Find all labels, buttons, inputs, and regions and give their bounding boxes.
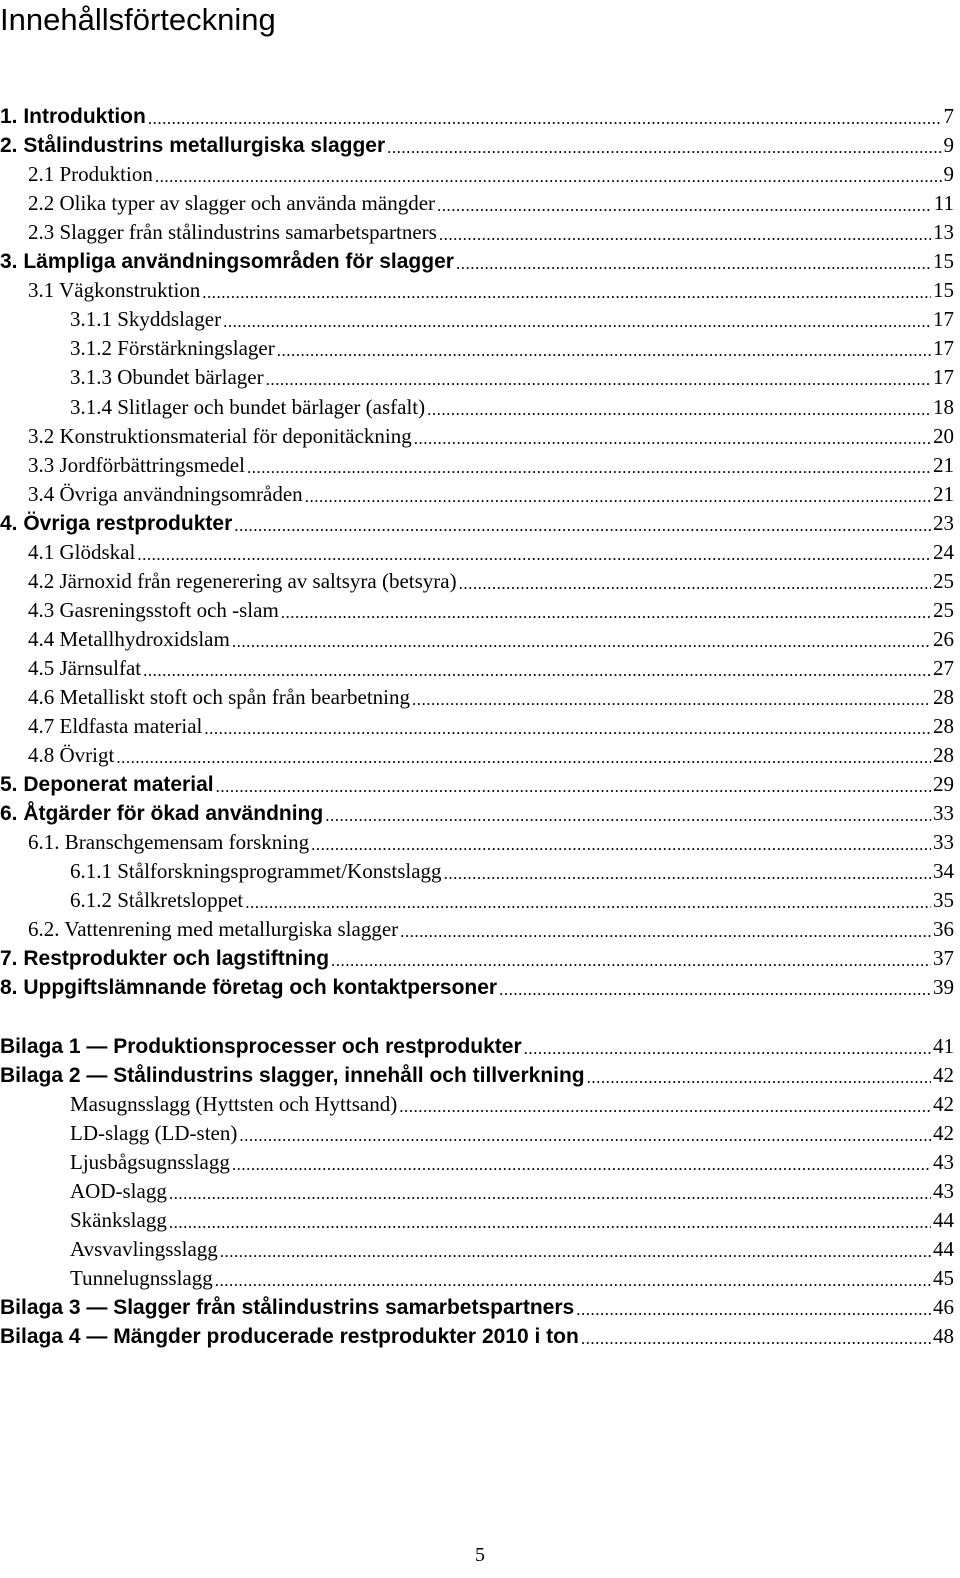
toc-leader-dots: [234, 516, 931, 536]
toc-entry-page: 25: [933, 598, 954, 622]
toc-entry-page: 17: [933, 307, 954, 331]
toc-entry-label: 4.5 Järnsulfat: [28, 656, 142, 680]
toc-leader-dots: [427, 400, 931, 420]
toc-leader-dots: [266, 370, 931, 390]
toc-leader-dots: [459, 574, 931, 594]
toc-entry-label: Bilaga 2 — Stålindustrins slagger, innehåll och tillverkning: [0, 1064, 585, 1087]
toc-entry-label: 4.4 Metallhydroxidslam: [28, 627, 230, 651]
toc-entry-page: 42: [933, 1121, 954, 1145]
toc-entry[interactable]: [28, 623, 954, 652]
toc-entry[interactable]: [70, 855, 954, 884]
toc-entry-label: 1. Introduktion: [0, 105, 146, 128]
toc-entry-page: 43: [933, 1150, 954, 1174]
toc-entry-label: 7. Restprodukter och lagstiftning: [0, 947, 330, 970]
toc-entry-label: 4.1 Glödskal: [28, 540, 136, 564]
toc-entry[interactable]: [28, 826, 954, 855]
toc-entry[interactable]: [70, 332, 954, 361]
toc-entry-page: 44: [933, 1237, 954, 1261]
toc-entry[interactable]: [70, 1233, 954, 1262]
toc-entry-label: 6.2. Vattenrening med metallurgiska slagger: [28, 917, 399, 941]
toc-leader-dots: [387, 138, 941, 158]
toc-entry-label: Avsvavlingsslagg: [70, 1237, 218, 1261]
toc-entry-page: 21: [933, 453, 954, 477]
toc-entry-label: Skänkslagg: [70, 1208, 167, 1232]
toc-entry[interactable]: [28, 216, 954, 245]
toc-leader-dots: [581, 1329, 931, 1349]
toc-leader-dots: [148, 109, 942, 129]
toc-entry-page: 9: [943, 133, 954, 157]
toc-entry-page: 24: [933, 540, 954, 564]
toc-entry-page: 29: [933, 772, 954, 796]
toc-entry-label: 2.1 Produktion: [28, 162, 153, 186]
toc-entry-page: 25: [933, 569, 954, 593]
toc-leader-dots: [331, 951, 931, 971]
toc-entry-label: 4.7 Eldfasta material: [28, 714, 203, 738]
toc-entry[interactable]: [28, 449, 954, 478]
toc-entry[interactable]: [70, 303, 954, 332]
toc-leader-dots: [216, 777, 931, 797]
toc-entry[interactable]: [28, 274, 954, 303]
toc-leader-dots: [143, 661, 931, 681]
toc-entry-label: 6.1.1 Stålforskningsprogrammet/Konstslagg: [70, 859, 442, 883]
toc-entry[interactable]: [28, 652, 954, 681]
toc-leader-dots: [587, 1068, 931, 1088]
toc-entry-page: 48: [933, 1324, 954, 1348]
toc-entry-page: 7: [943, 104, 954, 128]
toc-entry[interactable]: [70, 884, 954, 913]
toc-entry[interactable]: [0, 942, 954, 971]
toc-entry-page: 35: [933, 888, 954, 912]
toc-leader-dots: [137, 545, 931, 565]
toc-entry-label: 3.1.1 Skyddslager: [70, 307, 222, 331]
toc-leader-dots: [281, 603, 931, 623]
toc-entry-label: 5. Deponerat material: [0, 773, 214, 796]
toc-entry-label: Ljusbågsugnsslagg: [70, 1150, 230, 1174]
toc-entry[interactable]: [70, 391, 954, 420]
toc-leader-dots: [412, 690, 931, 710]
page-title: Innehållsförteckning: [0, 2, 276, 37]
toc-leader-dots: [414, 429, 931, 449]
page-number: 5: [475, 1544, 485, 1566]
toc-entry-label: 6.1.2 Stålkretsloppet: [70, 888, 244, 912]
toc-entry[interactable]: [70, 1088, 954, 1117]
toc-entry-page: 28: [933, 714, 954, 738]
toc-entry[interactable]: [70, 361, 954, 390]
toc-entry[interactable]: [28, 681, 954, 710]
toc-entry-page: 42: [933, 1063, 954, 1087]
toc-entry-page: 17: [933, 365, 954, 389]
toc-entry[interactable]: [0, 1030, 954, 1059]
toc-entry-label: AOD-slagg: [70, 1179, 167, 1203]
toc-entry-page: 26: [933, 627, 954, 651]
toc-entry-label: 4.2 Järnoxid från regenerering av saltsyra (betsyra): [28, 569, 457, 593]
toc-leader-dots: [116, 748, 931, 768]
toc-leader-dots: [576, 1300, 931, 1320]
toc-entry-page: 23: [933, 511, 954, 535]
toc-leader-dots: [524, 1039, 931, 1059]
toc-entry[interactable]: [28, 594, 954, 623]
toc-entry[interactable]: [0, 1291, 954, 1320]
toc-leader-dots: [204, 719, 931, 739]
toc-leader-dots: [456, 254, 931, 274]
toc-entry-page: 43: [933, 1179, 954, 1203]
toc-entry-page: 41: [933, 1034, 954, 1058]
toc-entry-page: 37: [933, 946, 954, 970]
toc-entry-page: 13: [933, 220, 954, 244]
toc-entry[interactable]: [28, 536, 954, 565]
toc-entry-page: 9: [943, 162, 954, 186]
toc-entry-page: 17: [933, 336, 954, 360]
toc-entry-page: 15: [933, 249, 954, 273]
toc-entry-page: 18: [933, 395, 954, 419]
toc-entry-page: 33: [933, 801, 954, 825]
toc-entry[interactable]: [0, 129, 954, 158]
toc-entry[interactable]: [0, 1320, 954, 1349]
toc-entry-page: 11: [933, 191, 954, 215]
toc-leader-dots: [232, 632, 931, 652]
toc-entry[interactable]: [70, 1117, 954, 1146]
toc-entry-page: 33: [933, 830, 954, 854]
toc-leader-dots: [239, 1126, 931, 1146]
toc-entry-page: 44: [933, 1208, 954, 1232]
toc-entry-label: LD-slagg (LD-sten): [70, 1121, 238, 1145]
toc-entry-label: 3.4 Övriga användningsområden: [28, 482, 303, 506]
toc-entry-page: 28: [933, 685, 954, 709]
toc-entry-label: 3.1 Vägkonstruktion: [28, 278, 201, 302]
toc-entry[interactable]: [0, 100, 954, 129]
toc-leader-dots: [202, 283, 931, 303]
toc-leader-dots: [220, 1242, 931, 1262]
toc-entry[interactable]: [28, 187, 954, 216]
toc-entry-label: 8. Uppgiftslämnande företag och kontaktpersoner: [0, 976, 498, 999]
toc-entry-page: 34: [933, 859, 954, 883]
toc-entry[interactable]: [0, 1059, 954, 1088]
toc-entry-label: 4.6 Metalliskt stoft och spån från bearbetning: [28, 685, 410, 709]
toc-entry-label: 3.2 Konstruktionsmaterial för deponitäckning: [28, 424, 412, 448]
toc-entry[interactable]: [28, 420, 954, 449]
toc-entry-label: Bilaga 1 — Produktionsprocesser och restprodukter: [0, 1035, 522, 1058]
toc-leader-dots: [247, 458, 931, 478]
toc-entry-label: 2.2 Olika typer av slagger och använda mängder: [28, 191, 436, 215]
toc-entry-label: 3.1.4 Slitlager och bundet bärlager (asfalt): [70, 395, 426, 419]
toc-entry-page: 27: [933, 656, 954, 680]
toc-leader-dots: [400, 922, 931, 942]
toc-entry-page: 28: [933, 743, 954, 767]
toc-leader-dots: [325, 806, 931, 826]
toc-entry-page: 46: [933, 1295, 954, 1319]
toc-leader-dots: [277, 341, 931, 361]
toc-entry-label: 6.1. Branschgemensam forskning: [28, 830, 310, 854]
toc-leader-dots: [311, 835, 931, 855]
toc-leader-dots: [245, 893, 931, 913]
toc-leader-dots: [439, 225, 931, 245]
toc-entry-label: 2. Stålindustrins metallurgiska slagger: [0, 134, 386, 157]
toc-entry[interactable]: [28, 478, 954, 507]
toc-leader-dots: [215, 1271, 931, 1291]
toc-entry-page: 21: [933, 482, 954, 506]
toc-entry[interactable]: [28, 565, 954, 594]
toc-entry-label: 3.1.2 Förstärkningslager: [70, 336, 275, 360]
toc-entry-page: 20: [933, 424, 954, 448]
toc-entry-page: 15: [933, 278, 954, 302]
toc-entry[interactable]: [70, 1204, 954, 1233]
toc-leader-dots: [305, 487, 931, 507]
toc-leader-dots: [437, 196, 932, 216]
toc-leader-dots: [169, 1213, 931, 1233]
toc-entry[interactable]: [28, 710, 954, 739]
toc-entry-label: 4.3 Gasreningsstoft och -slam: [28, 598, 279, 622]
toc-entry-label: 3. Lämpliga användningsområden för slagger: [0, 250, 454, 273]
toc-leader-dots: [232, 1155, 931, 1175]
toc-leader-dots: [499, 980, 931, 1000]
toc-entry-label: 4. Övriga restprodukter: [0, 512, 233, 535]
toc-entry[interactable]: [0, 797, 954, 826]
toc-entry[interactable]: [70, 1262, 954, 1291]
toc-leader-dots: [399, 1097, 931, 1117]
toc-entry-label: 6. Åtgärder för ökad användning: [0, 802, 324, 825]
toc-entry-label: Bilaga 3 — Slagger från stålindustrins samarbetspartners: [0, 1296, 575, 1319]
toc-leader-dots: [169, 1184, 931, 1204]
toc-entry[interactable]: [0, 971, 954, 1000]
toc-entry-label: 3.1.3 Obundet bärlager: [70, 365, 264, 389]
toc-entry-label: 4.8 Övrigt: [28, 743, 115, 767]
toc-entry[interactable]: [70, 1146, 954, 1175]
toc-entry[interactable]: [28, 913, 954, 942]
toc-entry[interactable]: [0, 768, 954, 797]
toc-entry-label: 3.3 Jordförbättringsmedel: [28, 453, 245, 477]
toc-leader-dots: [444, 864, 931, 884]
toc-entry-page: 39: [933, 975, 954, 999]
toc-entry[interactable]: [0, 245, 954, 274]
toc-entry[interactable]: [70, 1175, 954, 1204]
toc-entry-page: 42: [933, 1092, 954, 1116]
toc-leader-dots: [155, 167, 942, 187]
toc-entry[interactable]: [0, 507, 954, 536]
toc-entry-page: 36: [933, 917, 954, 941]
toc-entry-label: Tunnelugnsslagg: [70, 1266, 213, 1290]
toc-entry-label: Masugnsslagg (Hyttsten och Hyttsand): [70, 1092, 398, 1116]
toc-entry[interactable]: [28, 158, 954, 187]
toc-entry-label: 2.3 Slagger från stålindustrins samarbetspartners: [28, 220, 437, 244]
toc-entry-page: 45: [933, 1266, 954, 1290]
toc-leader-dots: [223, 312, 931, 332]
toc-entry-label: Bilaga 4 — Mängder producerade restprodukter 2010 i ton: [0, 1325, 579, 1348]
toc-entry[interactable]: [28, 739, 954, 768]
